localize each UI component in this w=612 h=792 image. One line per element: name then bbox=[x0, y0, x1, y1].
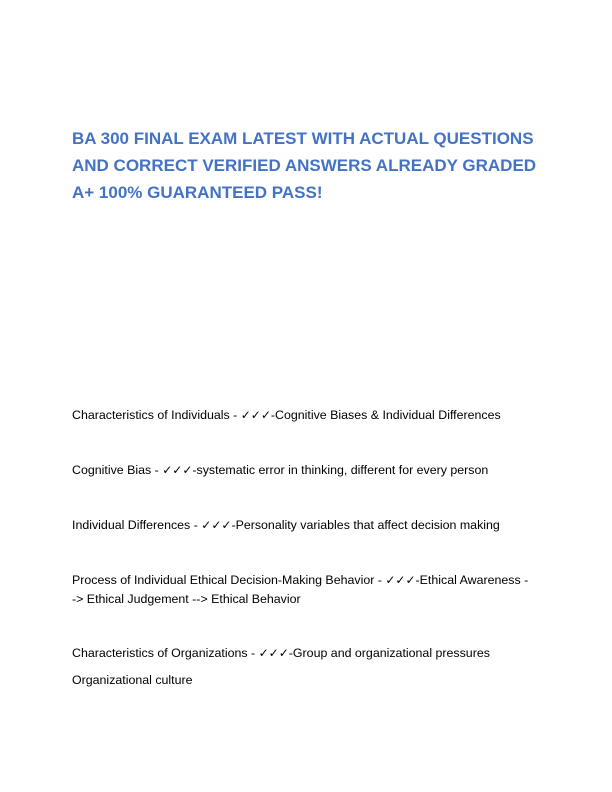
check-marks-icon: ✓✓✓ bbox=[240, 408, 271, 422]
qa-term: Characteristics of Organizations bbox=[72, 646, 248, 660]
check-marks-icon: ✓✓✓ bbox=[258, 646, 289, 660]
qa-answer-continued: -> Ethical Judgement --> Ethical Behavior bbox=[72, 592, 301, 606]
qa-separator: - bbox=[190, 518, 202, 532]
qa-entry-characteristics-of-organizations bbox=[72, 644, 542, 663]
qa-entry-characteristics-of-individuals bbox=[72, 406, 542, 425]
qa-entry-cognitive-bias bbox=[72, 461, 542, 480]
qa-answer: -Ethical Awareness - bbox=[415, 573, 529, 587]
title-line-1: BA 300 FINAL EXAM LATEST WITH ACTUAL QUESTIONS bbox=[72, 129, 534, 148]
qa-answer: -Cognitive Biases & Individual Differences bbox=[270, 408, 501, 422]
qa-separator: - bbox=[151, 463, 163, 477]
document-title bbox=[72, 125, 542, 206]
qa-term: Process of Individual Ethical Decision-Making Behavior bbox=[72, 573, 375, 587]
qa-term: Individual Differences bbox=[72, 518, 191, 532]
title-line-3: A+ 100% GUARANTEED PASS! bbox=[72, 183, 323, 202]
qa-answer: -systematic error in thinking, different for every person bbox=[192, 463, 489, 477]
organizational-culture-line: Organizational culture bbox=[72, 673, 193, 687]
check-marks-icon: ✓✓✓ bbox=[201, 518, 232, 532]
check-marks-icon: ✓✓✓ bbox=[385, 573, 416, 587]
qa-entry-individual-differences bbox=[72, 516, 542, 535]
qa-entry-ethical-decision-making bbox=[72, 571, 542, 609]
check-marks-icon: ✓✓✓ bbox=[162, 463, 193, 477]
qa-answer: -Personality variables that affect decision making bbox=[231, 518, 500, 532]
qa-term: Characteristics of Individuals bbox=[72, 408, 230, 422]
qa-term: Cognitive Bias bbox=[72, 463, 152, 477]
qa-answer: -Group and organizational pressures bbox=[288, 646, 490, 660]
title-line-2: AND CORRECT VERIFIED ANSWERS ALREADY GRADED bbox=[72, 156, 537, 175]
qa-separator: - bbox=[374, 573, 386, 587]
qa-separator: - bbox=[247, 646, 259, 660]
qa-separator: - bbox=[229, 408, 241, 422]
